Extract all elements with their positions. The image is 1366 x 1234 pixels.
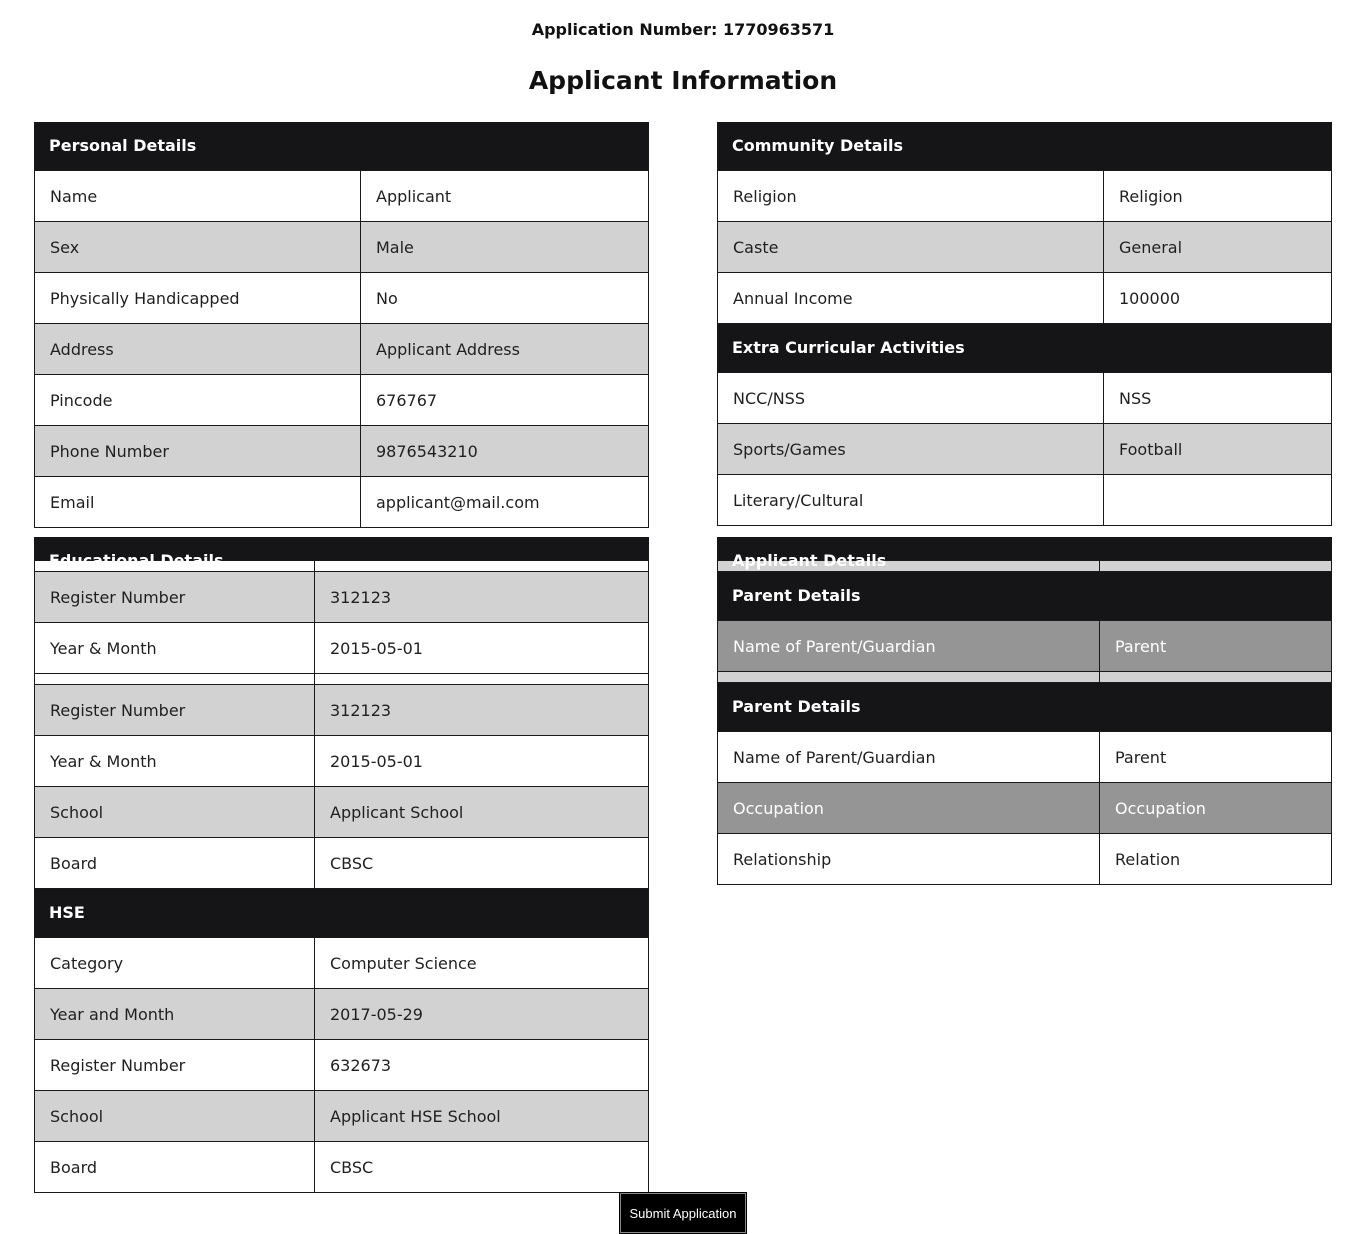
table-row [35, 1142, 649, 1193]
table-row [718, 783, 1332, 834]
row-label: Register Number [35, 685, 315, 736]
hse-header: HSE [34, 889, 649, 937]
table-row [718, 672, 1332, 683]
row-value: 100000 [1104, 273, 1332, 324]
row-value [1104, 475, 1332, 526]
table-row [35, 222, 649, 273]
personal-details-panel [34, 122, 649, 528]
table-row [35, 989, 649, 1040]
community-details-header: Community Details [717, 122, 1332, 170]
row-label: School [35, 1091, 315, 1142]
row-label: Email [35, 477, 361, 528]
row-label: Year & Month [35, 736, 315, 787]
parent-details-table [717, 620, 1332, 683]
row-value: Football [1104, 424, 1332, 475]
hse-table [34, 937, 649, 1193]
applicant-details-panel [717, 537, 1332, 885]
row-label: Occupation [718, 783, 1100, 834]
row-value: Parent [1100, 732, 1332, 783]
row-value: 676767 [361, 375, 649, 426]
table-row [718, 171, 1332, 222]
table-row [35, 426, 649, 477]
row-label: Year & Month [35, 623, 315, 674]
parent-details-table [717, 731, 1332, 885]
row-value: Computer Science [315, 938, 649, 989]
row-value: Applicant Address [361, 324, 649, 375]
educational-details-panel [34, 537, 649, 1193]
row-label: Sex [35, 222, 361, 273]
table-row [35, 623, 649, 674]
educational-details-header [34, 537, 649, 560]
table-row [35, 938, 649, 989]
row-label: Board [35, 838, 315, 889]
row-label: Relationship [718, 834, 1100, 885]
row-value: General [1104, 222, 1332, 273]
table-row [35, 838, 649, 889]
table-row [35, 1091, 649, 1142]
personal-details-header: Personal Details [34, 122, 649, 170]
row-value: Religion [1104, 171, 1332, 222]
row-value: CBSC [315, 1142, 649, 1193]
table-row [718, 424, 1332, 475]
row-label: Literary/Cultural [718, 475, 1104, 526]
table-row [35, 477, 649, 528]
table-row [718, 475, 1332, 526]
row-label: Sports/Games [718, 424, 1104, 475]
table-row [35, 674, 649, 685]
row-value: 2015-05-01 [315, 736, 649, 787]
community-details-table [717, 170, 1332, 324]
table-row [718, 373, 1332, 424]
row-label: Register Number [35, 572, 315, 623]
row-value: CBSC [315, 838, 649, 889]
row-label: Register Number [35, 1040, 315, 1091]
extra-curricular-header: Extra Curricular Activities [717, 324, 1332, 372]
community-details-panel [717, 122, 1332, 526]
row-value: 2015-05-01 [315, 623, 649, 674]
row-value: 2017-05-29 [315, 989, 649, 1040]
application-number: Application Number: 1770963571 [531, 20, 835, 39]
parent-details-header: Parent Details [717, 683, 1332, 731]
row-label: Address [35, 324, 361, 375]
table-row [718, 834, 1332, 885]
row-label: Annual Income [718, 273, 1104, 324]
row-value: Parent [1100, 621, 1332, 672]
applicant-details-header [717, 537, 1332, 560]
table-row [35, 572, 649, 623]
educational-details-table [34, 560, 649, 889]
row-label: NCC/NSS [718, 373, 1104, 424]
row-label: Religion [718, 171, 1104, 222]
row-label: School [35, 787, 315, 838]
row-label: Pincode [35, 375, 361, 426]
row-label: Phone Number [35, 426, 361, 477]
row-value: No [361, 273, 649, 324]
row-label: Year and Month [35, 989, 315, 1040]
row-label: Name of Parent/Guardian [718, 621, 1100, 672]
table-row [35, 685, 649, 736]
table-row [35, 787, 649, 838]
row-label: Caste [718, 222, 1104, 273]
table-row [718, 621, 1332, 672]
row-value: Relation [1100, 834, 1332, 885]
row-value: Applicant HSE School [315, 1091, 649, 1142]
row-label: Physically Handicapped [35, 273, 361, 324]
table-row [718, 222, 1332, 273]
row-value: applicant@mail.com [361, 477, 649, 528]
row-value: Applicant School [315, 787, 649, 838]
table-row [35, 273, 649, 324]
table-row [35, 324, 649, 375]
table-row [35, 375, 649, 426]
personal-details-table [34, 170, 649, 528]
row-value: 312123 [315, 685, 649, 736]
page-title: Applicant Information [528, 66, 838, 95]
extra-curricular-table [717, 372, 1332, 526]
row-label: Category [35, 938, 315, 989]
parent-details-header: Parent Details [717, 572, 1332, 620]
row-value: 632673 [315, 1040, 649, 1091]
table-row [718, 732, 1332, 783]
row-value: 9876543210 [361, 426, 649, 477]
row-label: Board [35, 1142, 315, 1193]
row-label: Name of Parent/Guardian [718, 732, 1100, 783]
row-value: 312123 [315, 572, 649, 623]
table-row [35, 1040, 649, 1091]
table-row [35, 171, 649, 222]
row-value: NSS [1104, 373, 1332, 424]
table-row [35, 736, 649, 787]
table-row [718, 273, 1332, 324]
row-value: Occupation [1100, 783, 1332, 834]
submit-application-button[interactable]: Submit Application [620, 1193, 746, 1233]
row-value: Male [361, 222, 649, 273]
row-value: Applicant [361, 171, 649, 222]
row-label: Name [35, 171, 361, 222]
